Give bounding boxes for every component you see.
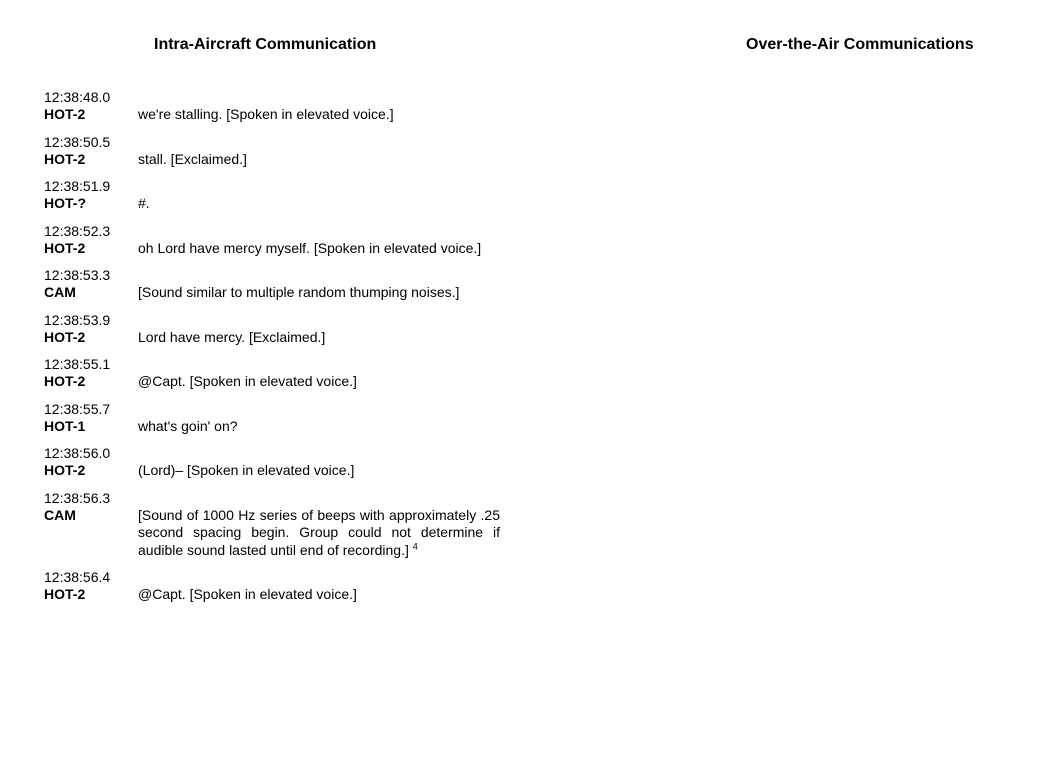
- transcript-entry: [44, 178, 504, 213]
- entry-speaker: HOT-2: [44, 462, 86, 478]
- entry-text: (Lord)– [Spoken in elevated voice.]: [138, 462, 355, 478]
- entry-text: stall. [Exclaimed.]: [138, 150, 247, 167]
- entry-timestamp: 12:38:52.3: [44, 222, 111, 239]
- transcript-entry: [44, 490, 504, 560]
- entry-speaker: HOT-?: [44, 195, 86, 211]
- entry-timestamp: 12:38:55.7: [44, 400, 111, 417]
- transcript-entry: [44, 134, 504, 169]
- entry-timestamp: 12:38:56.4: [44, 569, 111, 585]
- over-the-air-column-header: Over-the-Air Communications: [746, 36, 974, 53]
- entry-text: we're stalling. [Spoken in elevated voice.]: [138, 106, 394, 122]
- entry-speaker: HOT-2: [44, 150, 86, 167]
- entry-timestamp: 12:38:50.5: [44, 133, 111, 150]
- transcript-entries: [44, 89, 504, 614]
- entry-timestamp: 12:38:56.0: [44, 445, 111, 461]
- entry-speaker: CAM: [44, 506, 76, 523]
- entry-text: oh Lord have mercy myself. [Spoken in elevated voice.]: [138, 239, 482, 256]
- entry-speaker: CAM: [44, 284, 76, 300]
- transcript-entry: [44, 401, 504, 436]
- entry-speaker: HOT-2: [44, 239, 86, 256]
- entry-text: what's goin' on?: [138, 417, 238, 434]
- entry-timestamp: 12:38:51.9: [44, 178, 111, 194]
- entry-text: @Capt. [Spoken in elevated voice.]: [138, 586, 357, 602]
- entry-text: [Sound similar to multiple random thumping noises.]: [138, 284, 460, 300]
- entry-text: [Sound of 1000 Hz series of beeps with approximately .25 second spacing begin. Group could not determine if audible sound lasted until end of recording.] $^4$: [138, 506, 500, 558]
- entry-speaker: HOT-1: [44, 417, 86, 434]
- entry-timestamp: 12:38:48.0: [44, 89, 111, 105]
- entry-text: #.: [138, 195, 150, 211]
- transcript-entry: [44, 223, 504, 258]
- entry-timestamp: 12:38:53.9: [44, 311, 111, 328]
- transcript-entry: [44, 356, 504, 391]
- entry-timestamp: 12:38:53.3: [44, 267, 111, 283]
- entry-text: @Capt. [Spoken in elevated voice.]: [138, 373, 357, 389]
- transcript-entry: [44, 89, 504, 124]
- transcript-entry: [44, 445, 504, 480]
- entry-timestamp: 12:38:56.3: [44, 489, 111, 506]
- transcript-entry: [44, 267, 504, 302]
- transcript-entry: [44, 312, 504, 347]
- entry-speaker: HOT-2: [44, 373, 86, 389]
- entry-speaker: HOT-2: [44, 586, 86, 602]
- entry-speaker: HOT-2: [44, 106, 86, 122]
- entry-speaker: HOT-2: [44, 328, 86, 345]
- transcript-entry: [44, 569, 504, 604]
- intra-aircraft-column-header: Intra-Aircraft Communication: [154, 36, 377, 53]
- entry-timestamp: 12:38:55.1: [44, 356, 111, 372]
- entry-text: Lord have mercy. [Exclaimed.]: [138, 328, 326, 345]
- footnote-marker: 4: [412, 540, 418, 551]
